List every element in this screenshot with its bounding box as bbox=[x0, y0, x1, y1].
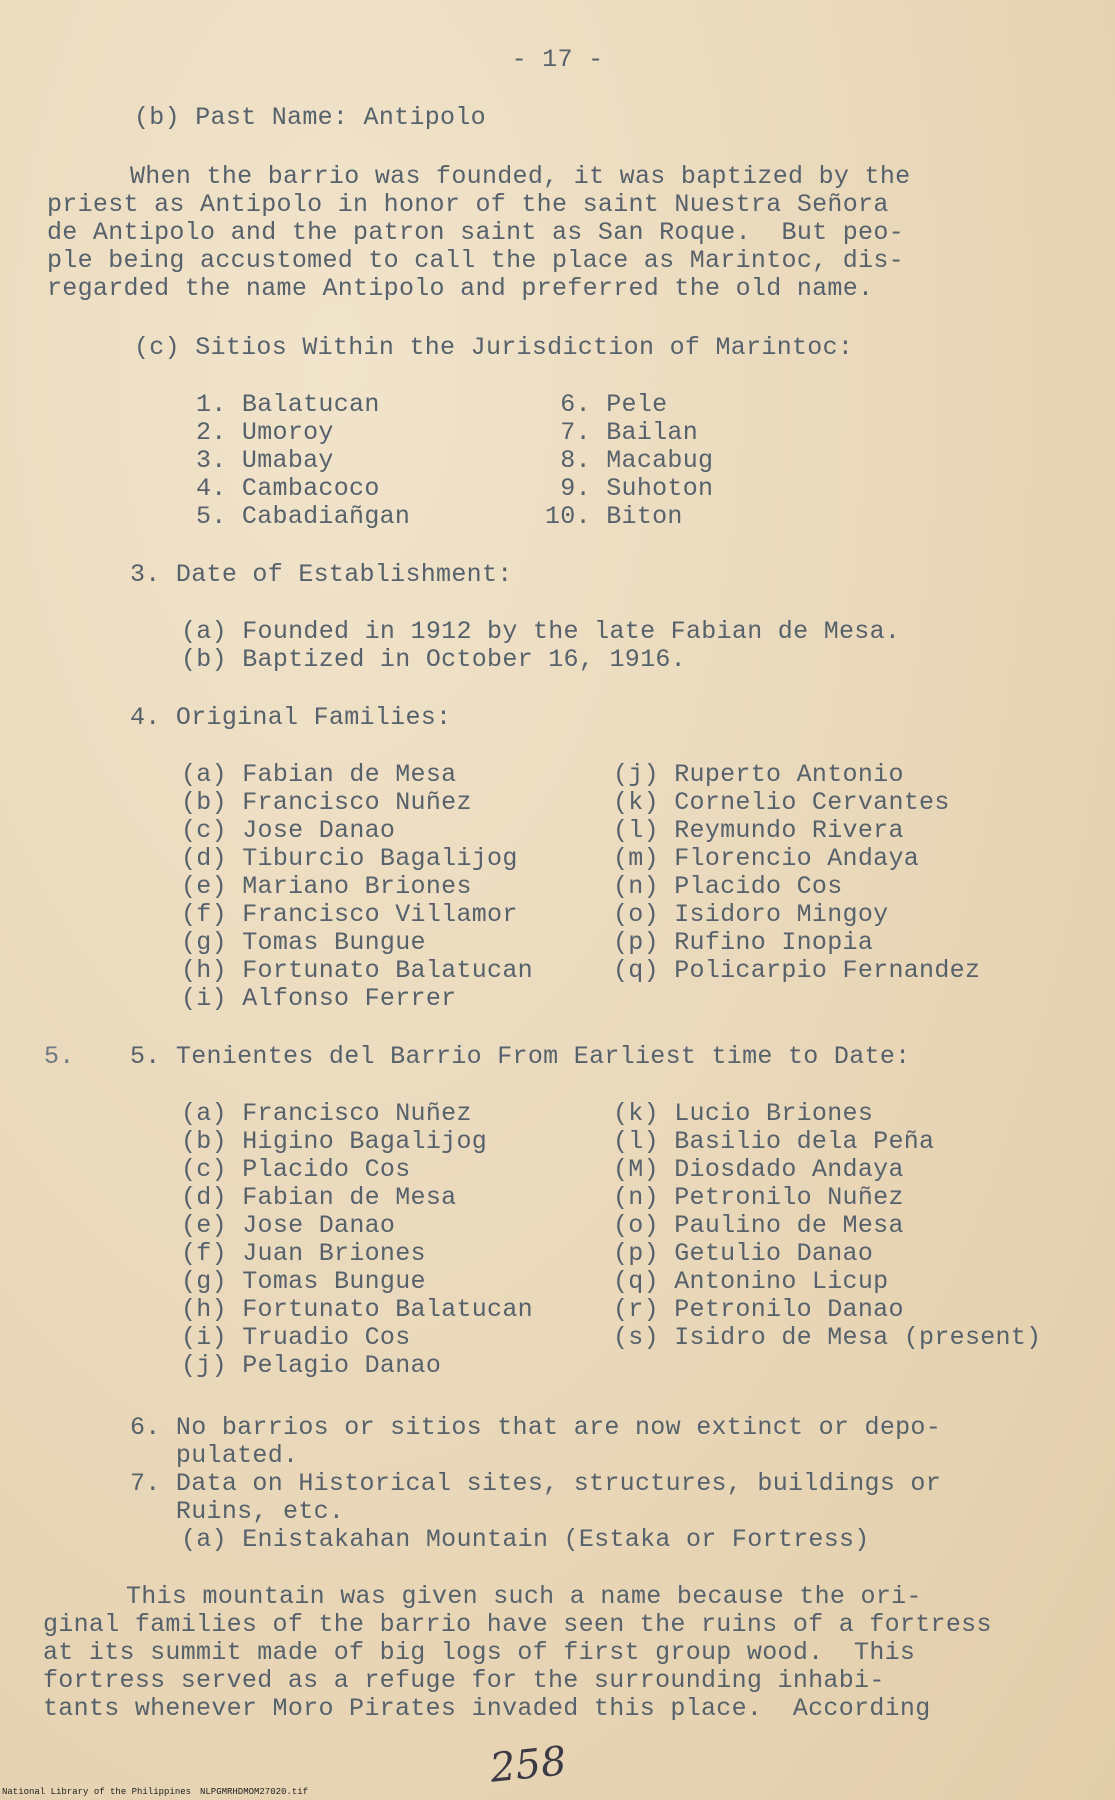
paragraph-line: priest as Antipolo in honor of the saint Nuestra Señora bbox=[47, 190, 889, 219]
paragraph-line: de Antipolo and the patron saint as San Roque. But peo- bbox=[47, 218, 904, 247]
paragraph-line: fortress served as a refuge for the surrounding inhabi- bbox=[43, 1666, 885, 1695]
list-item: (r) Petronilo Danao bbox=[613, 1295, 904, 1324]
list-item: (l) Basilio dela Peña bbox=[613, 1127, 935, 1156]
list-item: (a) Francisco Nuñez bbox=[181, 1099, 472, 1128]
item-7-line: 7. Data on Historical sites, structures, buildings or bbox=[130, 1469, 942, 1498]
families-heading: 4. Original Families: bbox=[130, 703, 452, 732]
list-item: (i) Alfonso Ferrer bbox=[181, 984, 457, 1013]
list-item: (d) Tiburcio Bagalijog bbox=[181, 844, 518, 873]
list-item: (m) Florencio Andaya bbox=[613, 844, 920, 873]
list-item: (p) Rufino Inopia bbox=[613, 928, 874, 957]
list-item: 6. Pele bbox=[545, 390, 668, 419]
list-item: (M) Diosdado Andaya bbox=[613, 1155, 904, 1184]
paragraph-line: tants whenever Moro Pirates invaded this place. According bbox=[43, 1694, 931, 1723]
paragraph-line: regarded the name Antipolo and preferred the old name. bbox=[47, 274, 874, 303]
list-item: 7. Bailan bbox=[545, 418, 699, 447]
establishment-heading: 3. Date of Establishment: bbox=[130, 560, 513, 589]
list-item: (s) Isidro de Mesa (present) bbox=[613, 1323, 1042, 1352]
list-item: (k) Cornelio Cervantes bbox=[613, 788, 950, 817]
list-item: (f) Francisco Villamor bbox=[181, 900, 518, 929]
list-item: (a) Fabian de Mesa bbox=[181, 760, 457, 789]
paragraph-line: ginal families of the barrio have seen the ruins of a fortress bbox=[43, 1610, 992, 1639]
list-item: (o) Paulino de Mesa bbox=[613, 1211, 904, 1240]
list-item: 4. Cambacoco bbox=[196, 474, 380, 503]
list-item: (h) Fortunato Balatucan bbox=[181, 956, 533, 985]
list-item: 5. Cabadiañgan bbox=[196, 502, 411, 531]
page-number: - 17 - bbox=[511, 45, 604, 74]
footer-library-name: National Library of the Philippines bbox=[2, 1787, 192, 1797]
list-item: (p) Getulio Danao bbox=[613, 1239, 874, 1268]
list-item: 2. Umoroy bbox=[196, 418, 334, 447]
sitios-heading: (c) Sitios Within the Jurisdiction of Marintoc: bbox=[134, 333, 854, 362]
paragraph-line: When the barrio was founded, it was baptized by the bbox=[130, 162, 911, 191]
list-item: (j) Pelagio Danao bbox=[181, 1351, 442, 1380]
list-item: (k) Lucio Briones bbox=[613, 1099, 874, 1128]
list-item: 8. Macabug bbox=[545, 446, 714, 475]
list-item: (n) Placido Cos bbox=[613, 872, 843, 901]
item-6-line: pulated. bbox=[130, 1441, 299, 1470]
list-item: (b) Francisco Nuñez bbox=[181, 788, 472, 817]
list-item: (b) Baptized in October 16, 1916. bbox=[181, 645, 686, 674]
list-item: (n) Petronilo Nuñez bbox=[613, 1183, 904, 1212]
footer-file-name: NLPGMRHDMOM27020.tif bbox=[200, 1787, 309, 1797]
paragraph-line: at its summit made of big logs of first group wood. This bbox=[43, 1638, 916, 1667]
list-item: (h) Fortunato Balatucan bbox=[181, 1295, 533, 1324]
list-item: (q) Antonino Licup bbox=[613, 1267, 889, 1296]
handwritten-page-number: 258 bbox=[487, 1738, 569, 1792]
list-item: (i) Truadio Cos bbox=[181, 1323, 411, 1352]
item-7-line: Ruins, etc. bbox=[130, 1497, 345, 1526]
list-item: (d) Fabian de Mesa bbox=[181, 1183, 457, 1212]
list-item: (l) Reymundo Rivera bbox=[613, 816, 904, 845]
margin-mark: 5. bbox=[44, 1042, 75, 1071]
list-item: (o) Isidoro Mingoy bbox=[613, 900, 889, 929]
list-item: (g) Tomas Bungue bbox=[181, 1267, 426, 1296]
list-item: 10. Biton bbox=[545, 502, 683, 531]
tenientes-heading: 5. Tenientes del Barrio From Earliest time to Date: bbox=[130, 1042, 911, 1071]
list-item: (c) Placido Cos bbox=[181, 1155, 411, 1184]
past-name-heading: (b) Past Name: Antipolo bbox=[134, 103, 486, 132]
list-item: 3. Umabay bbox=[196, 446, 334, 475]
list-item: (b) Higino Bagalijog bbox=[181, 1127, 488, 1156]
list-item: 1. Balatucan bbox=[196, 390, 380, 419]
list-item: (e) Jose Danao bbox=[181, 1211, 396, 1240]
paragraph-line: This mountain was given such a name because the ori- bbox=[126, 1582, 922, 1611]
list-item: (q) Policarpio Fernandez bbox=[613, 956, 981, 985]
list-item: 9. Suhoton bbox=[545, 474, 714, 503]
item-6-line: 6. No barrios or sitios that are now extinct or depo- bbox=[130, 1413, 942, 1442]
list-item: (e) Mariano Briones bbox=[181, 872, 472, 901]
list-item: (a) Founded in 1912 by the late Fabian de Mesa. bbox=[181, 617, 901, 646]
item-7a: (a) Enistakahan Mountain (Estaka or Fortress) bbox=[181, 1525, 870, 1554]
list-item: (g) Tomas Bungue bbox=[181, 928, 426, 957]
list-item: (j) Ruperto Antonio bbox=[613, 760, 904, 789]
list-item: (f) Juan Briones bbox=[181, 1239, 426, 1268]
paragraph-line: ple being accustomed to call the place as Marintoc, dis- bbox=[47, 246, 904, 275]
list-item: (c) Jose Danao bbox=[181, 816, 396, 845]
